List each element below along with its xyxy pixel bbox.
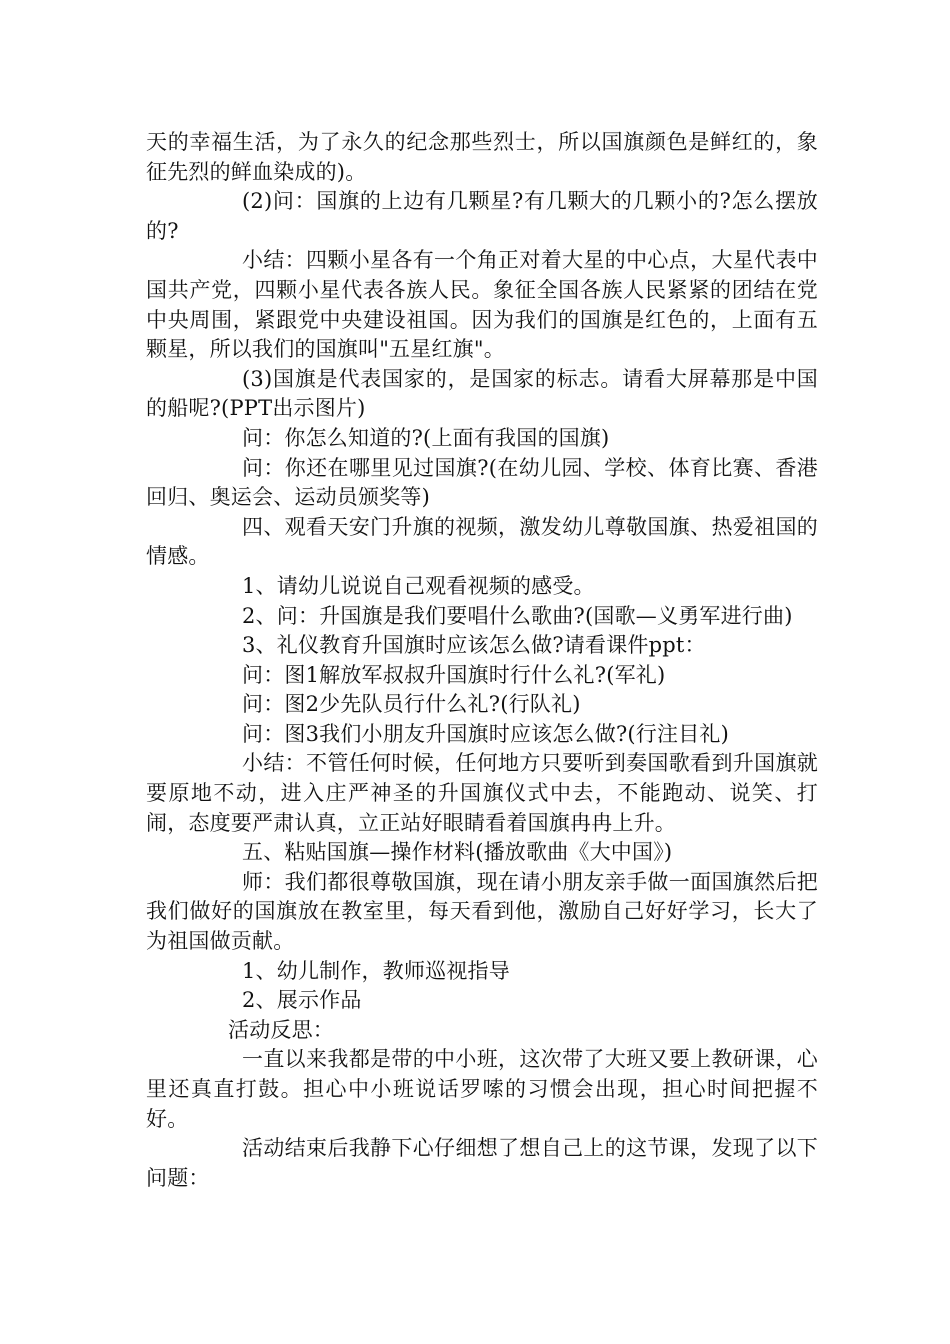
paragraph-summary-stars: 小结：四颗小星各有一个角正对着大星的中心点，大星代表中国共产党，四颗小星代表各族人民。象征全国各族人民紧紧的团结在党中央周围，紧跟党中央建设祖国。因为我们的国旗是红色的，上面有五颗星，所以我们的国旗叫"五星红旗"。: [146, 248, 818, 362]
paragraph-step-2: 2、展示作品: [242, 988, 362, 1013]
paragraph-section-4: 四、观看天安门升旗的视频，激发幼儿尊敬国旗、热爱祖国的情感。: [146, 514, 818, 569]
paragraph-question-where-seen: 问：你还在哪里见过国旗?(在幼儿园、学校、体育比赛、香港回归、奥运会、运动员颁奖等): [146, 455, 818, 510]
paragraph-continuation: 天的幸福生活，为了永久的纪念那些烈士，所以国旗颜色是鲜红的，象征先烈的鲜血染成的)。: [146, 130, 818, 184]
paragraph-question-how-know: 问：你怎么知道的?(上面有我国的国旗): [242, 425, 610, 450]
paragraph-item-1: 1、请幼儿说说自己观看视频的感受。: [242, 573, 595, 598]
paragraph-figure-2: 问：图2少先队员行什么礼?(行队礼): [242, 692, 581, 717]
paragraph-question-2: (2)问：国旗的上边有几颗星?有几颗大的几颗小的?怎么摆放的?: [146, 189, 818, 243]
document-body: [146, 128, 818, 1193]
paragraph-reflection-1: 一直以来我都是带的中小班，这次带了大班又要上教研课，心里还真直打鼓。担心中小班说话罗嗦的习惯会出现，担心时间把握不好。: [146, 1047, 818, 1131]
paragraph-summary-anthem: 小结：不管任何时候，任何地方只要听到奏国歌看到升国旗就要原地不动，进入庄严神圣的升国旗仪式中去，不能跑动、说笑、打闹，态度要严肃认真，立正站好眼睛看着国旗冉冉上升。: [146, 751, 818, 835]
paragraph-reflection-2: 活动结束后我静下心仔细想了想自己上的这节课，发现了以下问题：: [146, 1136, 818, 1190]
paragraph-figure-3: 问：图3我们小朋友升国旗时应该怎么做?(行注目礼): [242, 721, 730, 746]
paragraph-section-5: 五、粘贴国旗—操作材料(播放歌曲《大中国》): [242, 840, 673, 865]
paragraph-item-2: 2、问：升国旗是我们要唱什么歌曲?(国歌—义勇军进行曲): [242, 603, 793, 628]
paragraph-step-1: 1、幼儿制作，教师巡视指导: [242, 958, 510, 983]
paragraph-question-3: (3)国旗是代表国家的，是国家的标志。请看大屏幕那是中国的船呢?(PPT出示图片): [146, 366, 818, 421]
paragraph-item-3: 3、礼仪教育升国旗时应该怎么做?请看课件ppt：: [242, 633, 706, 658]
paragraph-teacher: 师：我们都很尊敬国旗，现在请小朋友亲手做一面国旗然后把我们做好的国旗放在教室里，每天看到他，激励自己好好学习，长大了为祖国做贡献。: [146, 869, 818, 954]
paragraph-figure-1: 问：图1解放军叔叔升国旗时行什么礼?(军礼): [242, 662, 666, 687]
paragraph-reflection-heading: 活动反思：: [228, 1017, 334, 1042]
